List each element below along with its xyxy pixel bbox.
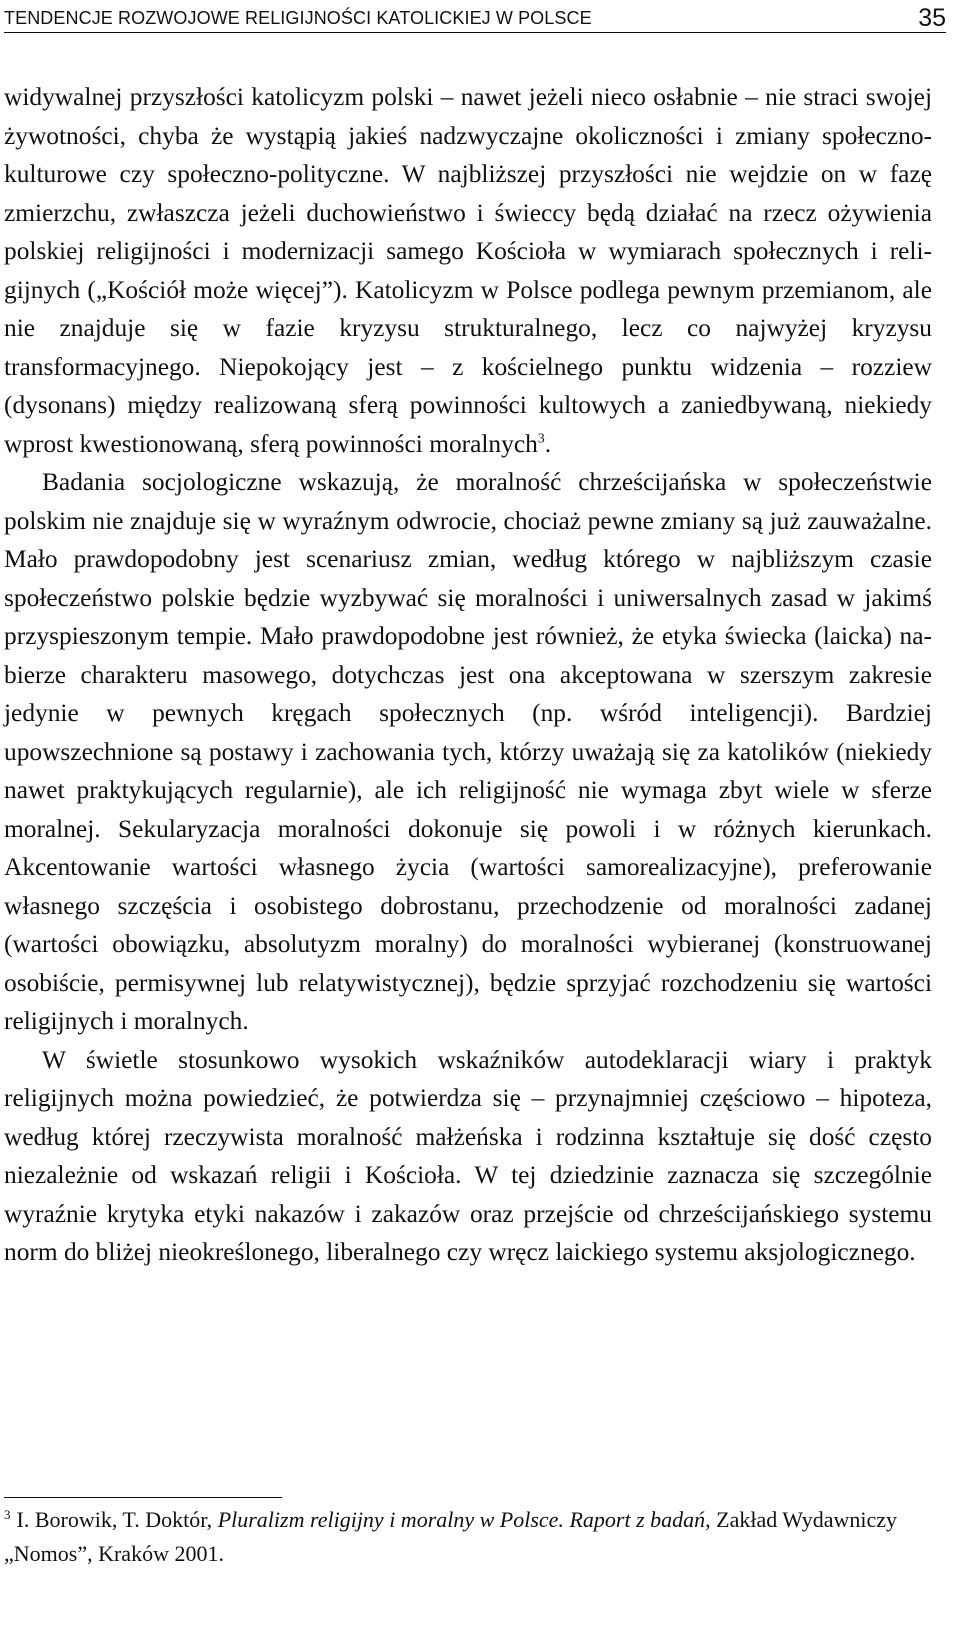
- footnote-divider: [4, 1497, 282, 1498]
- footnote-reference[interactable]: 3: [537, 431, 545, 447]
- footnote: [4, 1503, 920, 1571]
- footnote-publisher: , Zakład Wydawniczy „Nomos”, Kraków 2001.: [4, 1507, 898, 1566]
- running-header: [4, 4, 946, 33]
- running-title: TENDENCJE ROZWOJOWE RELIGIJNOŚCI KATOLICKIEJ W POLSCE: [4, 8, 592, 28]
- footnote-title: Pluralizm religijny i moralny w Polsce. Raport z badań: [217, 1507, 706, 1532]
- paragraph-2: Badania socjologiczne wskazują, że moralność chrześcijańska w społeczeństwie polskim nie znajduje się w wyraźnym odwrocie, chociaż pewne zmiany są już zauważalne. Mało prawdopodobny jest scenariusz zmian, według którego w najbliższym czasie społeczeństwo polskie będzie wyzbywać się moralności i uniwersalnych zasad w jakimś przyspieszonym tempie. Mało prawdopodobne jest również, że etyka świecka (laicka) nabierze charakteru masowego, dotychczas jest ona akceptowana w szerszym zakresie jedynie w pewnych kręgach społecznych (np. wśród inteligencji). Bardziej upowszechnione są postawy i zachowania tych, którzy uważają się za katolików (niekiedy nawet praktykujących regularnie), ale ich religijność nie wymaga zbyt wiele w sferze moralnej. Sekularyzacja moralności dokonuje się powoli i w różnych kierunkach. Akcentowanie wartości własnego życia (wartości samorealizacyjne), preferowanie własnego szczęścia i osobistego dobrostanu, przechodzenie od moralności zadanej (wartości obowiązku, absolutyzm moralny) do moralności wybieranej (konstruowanej osobiście, permisywnej lub relatywistycznej), będzie sprzyjać rozchodzeniu się wartości religijnych i moralnych.: [4, 468, 932, 1035]
- paragraph-1: [4, 78, 932, 463]
- footnote-authors: I. Borowik, T. Doktór,: [16, 1507, 218, 1532]
- paragraph-3: W świetle stosunkowo wysokich wskaźników autodeklaracji wiary i praktyk religijnych można powiedzieć, że potwierdza się – przynajmniej częściowo – hipoteza, według której rzeczywista moralność małżeńska i rodzinna kształtuje się dość często niezależnie od wskazań religii i Kościoła. W tej dziedzinie zaznacza się szczególnie wyraźnie krytyka etyki nakazów i zakazów oraz przejście od chrześcijańskiego systemu norm do bliżej nieokreślonego, liberalnego czy wręcz laickiego systemu aksjologicznego.: [4, 1045, 932, 1266]
- main-text: [4, 78, 932, 1272]
- paragraph-1-end: .: [544, 429, 552, 458]
- footnote-marker: 3: [4, 1506, 11, 1522]
- page-number: 35: [918, 4, 946, 32]
- paragraph-1-text: widywalnej przyszłości katolicyzm polski – nawet jeżeli nieco osłabnie – nie straci swojej żywotności, chyba że wystąpią jakieś nadzwyczajne okoliczności i zmiany społeczno-kulturowe czy społeczno-polityczne. W najbliższej przyszłości nie wejdzie on w fazę zmierzchu, zwłaszcza jeżeli duchowieństwo i świeccy będą działać na rzecz ożywienia polskiej religijności i modernizacji samego Kościoła w wymiarach społecznych i religijnych („Kościół może więcej”). Katolicyzm w Polsce podlega pewnym przemianom, ale nie znajduje się w fazie kryzysu strukturalnego, lecz co najwyżej kryzysu transformacyjnego. Niepokojący jest – z kościelnego punktu widzenia – rozziew (dysonans) między realizowaną sferą powinności kultowych a zaniedbywaną, niekiedy wprost kwestionowaną, sferą powinności moralnych: [4, 83, 932, 458]
